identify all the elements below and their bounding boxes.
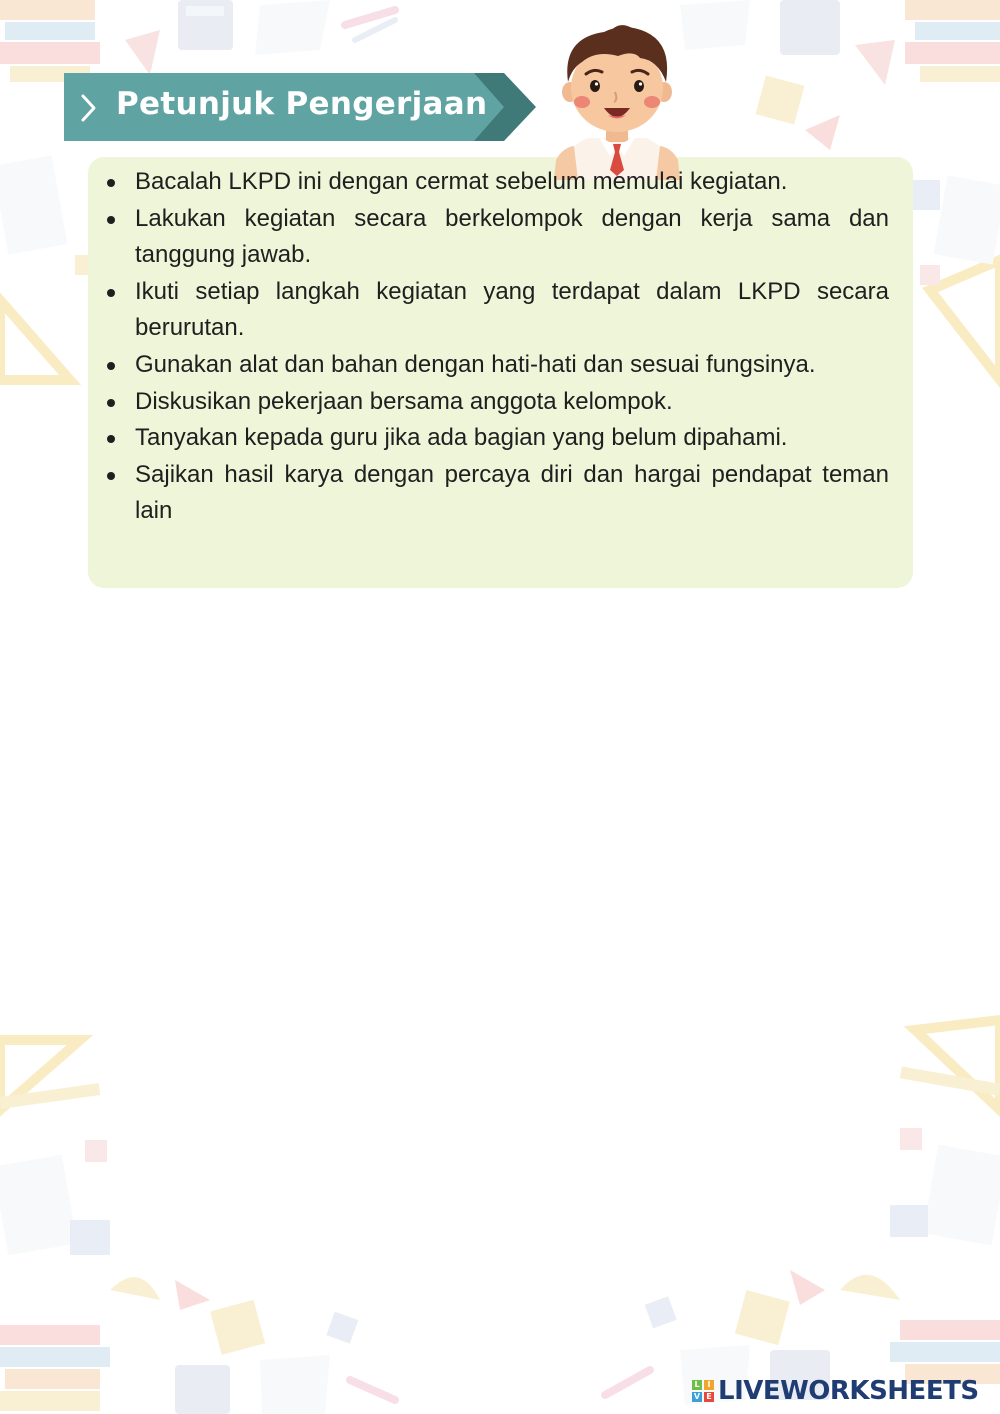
list-item — [104, 420, 889, 457]
bullet-icon — [107, 399, 115, 407]
bullet-icon — [107, 216, 115, 224]
list-item — [104, 201, 889, 274]
bullet-icon — [107, 472, 115, 480]
section-title: Petunjuk Pengerjaan — [116, 86, 488, 122]
instruction-text: Diskusikan pekerjaan bersama anggota kelompok. — [135, 387, 673, 415]
logo-letter: I — [704, 1380, 714, 1390]
logo-text: LIVEWORKSHEETS — [718, 1376, 979, 1406]
bullet-icon — [107, 289, 115, 297]
list-item — [104, 457, 889, 530]
bullet-icon — [107, 362, 115, 370]
instruction-text: Ikuti setiap langkah kegiatan yang terdapat dalam LKPD secara berurutan. — [135, 277, 889, 342]
logo-letter: V — [693, 1392, 701, 1401]
instruction-text: Tanyakan kepada guru jika ada bagian yang belum dipahami. — [135, 424, 788, 452]
bullet-icon — [107, 435, 115, 443]
liveworksheets-logo[interactable] — [692, 1374, 979, 1408]
list-item — [104, 347, 889, 384]
list-item — [104, 274, 889, 347]
instruction-text: Bacalah LKPD ini dengan cermat sebelum memulai kegiatan. — [135, 168, 788, 195]
bullet-icon — [107, 179, 115, 187]
instruction-list — [104, 164, 889, 530]
instruction-text: Lakukan kegiatan secara berkelompok dengan kerja sama dan tanggung jawab. — [135, 204, 889, 269]
instruction-text: Gunakan alat dan bahan dengan hati-hati dan sesuai fungsinya. — [135, 350, 816, 378]
instruction-text: Sajikan hasil karya dengan percaya diri dan hargai pendapat teman lain — [135, 460, 889, 525]
chevron-right-icon — [78, 88, 100, 128]
logo-letter: L — [692, 1380, 702, 1390]
logo-mark-icon — [692, 1380, 714, 1402]
logo-letter: E — [704, 1392, 714, 1402]
list-item — [104, 164, 889, 201]
student-boy-illustration — [548, 20, 686, 180]
list-item — [104, 384, 889, 421]
